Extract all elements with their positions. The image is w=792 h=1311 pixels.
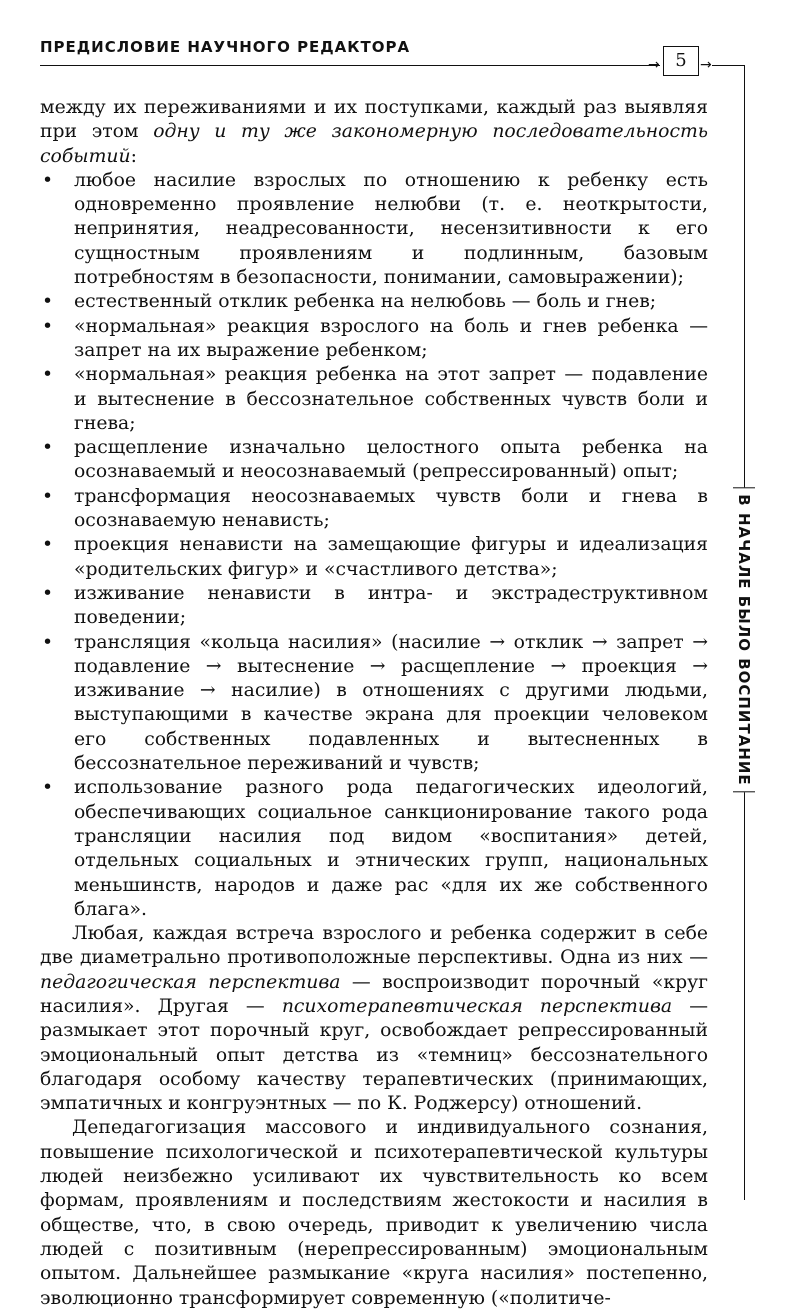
page-number: 5	[663, 46, 699, 76]
header-rule	[40, 65, 660, 66]
header-rule-right	[712, 65, 744, 66]
list-item: • «нормальная» реакция ребенка на этот запрет — подавление и вытеснение в бессознательное собственных чувств боли и гнева;	[40, 363, 708, 436]
text-run: — размыкает этот порочный круг, освобождает репрессированный эмоциональный опыт детства из «темниц» бессознательного благодаря особому качеству терапевтических (принимающих, эмпатичных и конгруэнтных — по К. Роджерсу) отношений.	[40, 995, 708, 1115]
sequence-list	[40, 169, 708, 922]
header-title: ПРЕДИСЛОВИЕ НАУЧНОГО РЕДАКТОРА	[40, 38, 411, 56]
list-item: • любое насилие взрослых по отношению к ребенку есть одновременно проявление нелюбви (т. е. неоткрытости, непринятия, неадресованности, несензитивности к его сущностным проявлениям и подлинным, базовым потребностям в безопасности, понимании, самовыражении);	[40, 169, 708, 290]
arrow-right-icon: →	[700, 57, 712, 73]
list-item: • естественный отклик ребенка на нелюбовь — боль и гнев;	[40, 290, 708, 314]
emphasis-psychotherapeutic: психотерапевтическая перспектива	[281, 995, 673, 1017]
emphasis-pedagogical: педагогическая перспектива	[40, 971, 341, 993]
list-item: • «нормальная» реакция взрослого на боль и гнев ребенка — запрет на их выражение ребенком;	[40, 315, 708, 364]
intro-end: :	[130, 145, 137, 167]
list-item: • изживание ненависти в интра- и экстрадеструктивном поведении;	[40, 582, 708, 631]
arrow-left-icon: →	[648, 57, 660, 73]
list-item: • проекция ненависти на замещающие фигуры и идеализация «родительских фигур» и «счастливого детства»;	[40, 533, 708, 582]
list-item: • трансформация неосознаваемых чувств боли и гнева в осознаваемую ненависть;	[40, 485, 708, 534]
intro-paragraph	[40, 96, 708, 169]
list-item: • трансляция «кольца насилия» (насилие → отклик → запрет → подавление → вытеснение → расщепление → проекция → изживание → насилие) в отношениях с другими людьми, выступающими в качестве экрана для проекции человеком его собственных подавленных и вытесненных в бессознательное переживаний и чувств;	[40, 631, 708, 777]
intro-emphasis: одну и ту же закономерную последовательность событий	[40, 121, 708, 167]
intro-text: между их переживаниями и их поступками, каждый раз выявляя при этом	[40, 97, 708, 143]
perspectives-paragraph	[40, 922, 708, 1116]
depedagogization-paragraph: Депедагогизация массового и индивидуального сознания, повышение психологической и психотерапевтической культуры людей неизбежно усиливают их чувствительность ко всем формам, проявлениям и последствиям жестокости и насилия в обществе, что, в свою очередь, приводит к увеличению числа людей с позитивным (нерепрессированным) эмоциональным опытом. Дальнейшее размыкание «круга насилия» постепенно, эволюционно трансформирует современную («политиче-	[40, 1117, 708, 1309]
text-run: Любая, каждая встреча взрослого и ребенка содержит в себе две диаметрально противоположные перспективы. Одна из них —	[40, 923, 708, 969]
text-run: — воспроизводит порочный «круг насилия». Другая —	[40, 971, 708, 1017]
page-body	[40, 96, 708, 1311]
side-section-label: В НАЧАЛЕ БЫЛО ВОСПИТАНИЕ	[733, 487, 755, 792]
list-item: • расщепление изначально целостного опыта ребенка на осознаваемый и неосознаваемый (репрессированный) опыт;	[40, 436, 708, 485]
list-item: • использование разного рода педагогических идеологий, обеспечивающих социальное санкционирование такого рода трансляции насилия под видом «воспитания» детей, отдельных социальных и этнических групп, национальных меньшинств, народов и даже рас «для их же собственного блага».	[40, 776, 708, 922]
